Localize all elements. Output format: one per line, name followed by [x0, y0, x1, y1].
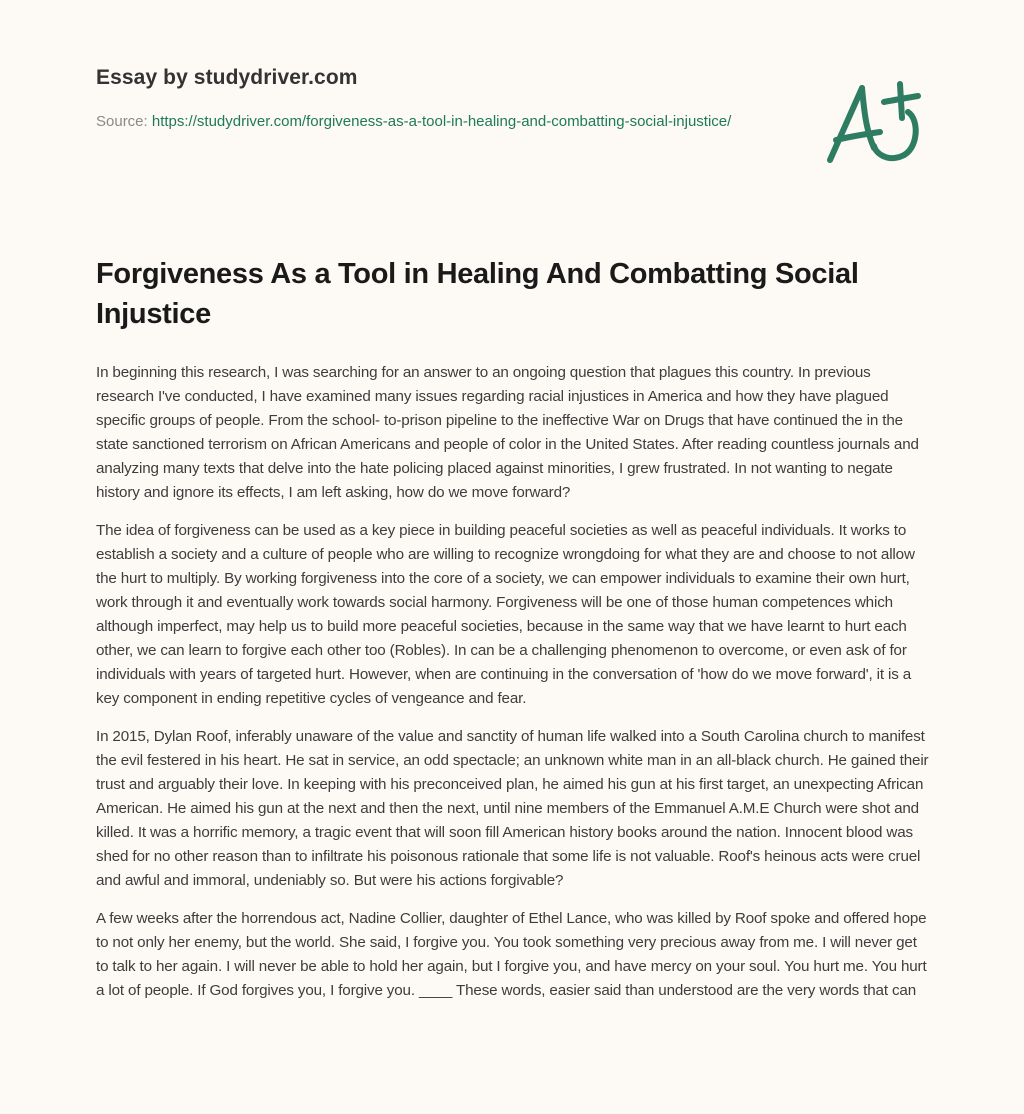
source-line	[96, 110, 796, 134]
paragraph-4: A few weeks after the horrendous act, Nadine Collier, daughter of Ethel Lance, who was killed by Roof spoke and offered hope to not only her enemy, but the world. She said, I forgive you. You took something very precious away from me. I will never get to talk to her again. I will never be able to hold her again, but I forgive you, and have mercy on your soul. You hurt me. You hurt a lot of people. If God forgives you, I forgive you. ____ These words, easier said than understood are the very words that can	[96, 910, 927, 999]
source-link[interactable]: https://studydriver.com/forgiveness-as-a-tool-in-healing-and-combatting-social-injustice/	[151, 113, 732, 130]
brand-title: Essay by studydriver.com	[96, 66, 358, 89]
paragraph-1: In beginning this research, I was searching for an answer to an ongoing question that plagues this country. In previous research I've conducted, I have examined many issues regarding racial injustices in America and how they have plagued specific groups of people. From the school- to-prison pipeline to the ineffective War on Drugs that have continued the in the state sanctioned terrorism on African Americans and people of color in the United States. After reading countless journals and analyzing many texts that delve into the hate policing placed against minorities, I grew frustrated. In not wanting to negate history and ignore its effects, I am left asking, how do we move forward?	[96, 364, 919, 501]
article-title: Forgiveness As a Tool in Healing And Combatting Social Injustice	[96, 258, 859, 330]
page-header	[96, 64, 796, 134]
article-body	[96, 361, 932, 1017]
paragraph-3: In 2015, Dylan Roof, inferably unaware of the value and sanctity of human life walked into a South Carolina church to manifest the evil festered in his heart. He sat in service, an odd spectacle; an unknown white man in an all-black church. He gained their trust and arguably their love. In keeping with his preconceived plan, he aimed his gun at his first target, an unexpecting African American. He aimed his gun at the next and then the next, until nine members of the Emmanuel A.M.E Church were shot and killed. It was a horrific memory, a tragic event that will soon fill American history books around the nation. Innocent blood was shed for no other reason than to infiltrate his poisonous rationale that some life is not valuable. Roof's heinous acts were cruel and awful and immoral, undeniably so. But were his actions forgivable?	[96, 728, 929, 889]
a-plus-grade-icon	[822, 70, 932, 170]
source-label: Source:	[96, 113, 148, 130]
paragraph-2: The idea of forgiveness can be used as a key piece in building peaceful societies as well as peaceful individuals. It works to establish a society and a culture of people who are willing to recognize wrongdoing for what they are and choose to not allow the hurt to multiply. By working forgiveness into the core of a society, we can empower individuals to examine their own hurt, work through it and eventually work towards social harmony. Forgiveness will be one of those human competences which although imperfect, may help us to build more peaceful societies, because in the same way that we have learnt to hurt each other, we can learn to forgive each other too (Robles). In can be a challenging phenomenon to overcome, or even ask of for individuals with years of targeted hurt. However, when are continuing in the conversation of 'how do we move forward', it is a key component in ending repetitive cycles of vengeance and fear.	[96, 522, 915, 707]
